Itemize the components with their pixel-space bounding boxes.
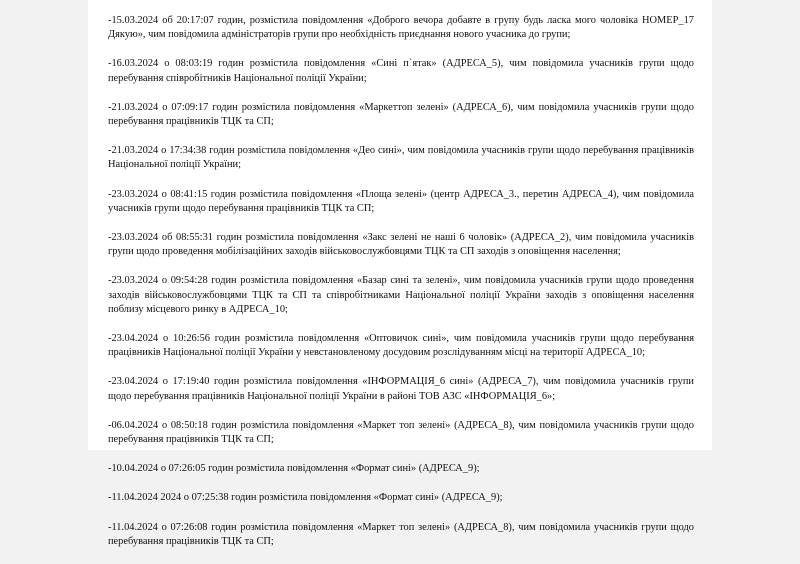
paragraph-6: -23.03.2024 об 08:55:31 годин розмістила повідомлення «Закс зелені не наші 6 чоловік» (АДРЕСА_2), чим повідомила учасників групи щодо проведення мобілізаційних заходів військовослужбовцями ТЦК та СП заходів з оповіщення населення; <box>108 232 694 258</box>
paragraph-5: -23.03.2024 о 08:41:15 годин розмістила повідомлення «Площа зелені» (центр АДРЕСА_3., перетин АДРЕСА_4), чим повідомила учасників групи щодо перебування працівників ТЦК та СП; <box>108 188 694 214</box>
paragraph-10: -06.04.2024 о 08:50:18 годин розмістила повідомлення «Маркет топ зелені» (АДРЕСА_8), чим повідомила учасників групи щодо перебування працівників ТЦК та СП; <box>108 419 694 446</box>
paragraph-13: -11.04.2024 о 07:26:08 годин розмістила повідомлення «Маркет топ зелені» (АДРЕСА_8), чим повідомила учасників групи щодо перебування працівників ТЦК та СП; <box>108 521 694 547</box>
paragraph-11: -10.04.2024 о 07:26:05 годин розмістила повідомлення «Формат сині» (АДРЕСА_9); <box>108 463 480 475</box>
paragraph-12: -11.04.2024 2024 о 07:25:38 годин розмістила повідомлення «Формат сині» (АДРЕСА_9); <box>108 492 503 504</box>
paragraph-4: -21.03.2024 о 17:34:38 годин розмістила повідомлення «Део сині», чим повідомила учасників групи щодо перебування працівників Національної поліції України; <box>108 145 694 171</box>
paragraph-7: -23.03.2024 о 09:54:28 годин розмістила повідомлення «Базар сині та зелені», чим повідомила учасників групи щодо проведення заходів військовослужбовцями ТЦК та СП та співробітниками Національної поліції України заходів з оповіщення населення поблизу місцевого ринку в АДРЕСА_10; <box>108 275 694 315</box>
paragraph-2: -16.03.2024 о 08:03:19 годин розмістила повідомлення «Сині п`ятак» (АДРЕСА_5), чим повідомила учасників групи щодо перебування співробітників Національної поліції України; <box>108 58 694 84</box>
document-page <box>88 0 712 547</box>
paragraph-3: -21.03.2024 о 07:09:17 годин розмістила повідомлення «Маркеттоп зелені» (АДРЕСА_6), чим повідомила учасників групи щодо перебування працівників ТЦК та СП; <box>108 101 694 128</box>
document-content <box>108 14 694 564</box>
paragraph-1: -15.03.2024 об 20:17:07 годин, розмістила повідомлення «Доброго вечора добавте в групу будь ласка мого чоловіка НОМЕР_17 Дякую», чим повідомила адміністраторів групи про необхідність приєднання нового учасника до групи; <box>108 15 694 41</box>
paragraph-8: -23.04.2024 о 10:26:56 годин розмістила повідомлення «Оптовичок сині», чим повідомила учасників групи щодо перебування працівників Національної поліції України у невстановленому досудовим розслідуванням місці на території АДРЕСА_10; <box>108 333 694 359</box>
paragraph-9: -23.04.2024 о 17:19:40 годин розмістила повідомлення «ІНФОРМАЦІЯ_6 сині» (АДРЕСА_7), чим повідомила учасників групи щодо перебування працівників Національної поліції України в районі ТОВ АЗС «ІНФОРМАЦІЯ_6»; <box>108 376 694 402</box>
